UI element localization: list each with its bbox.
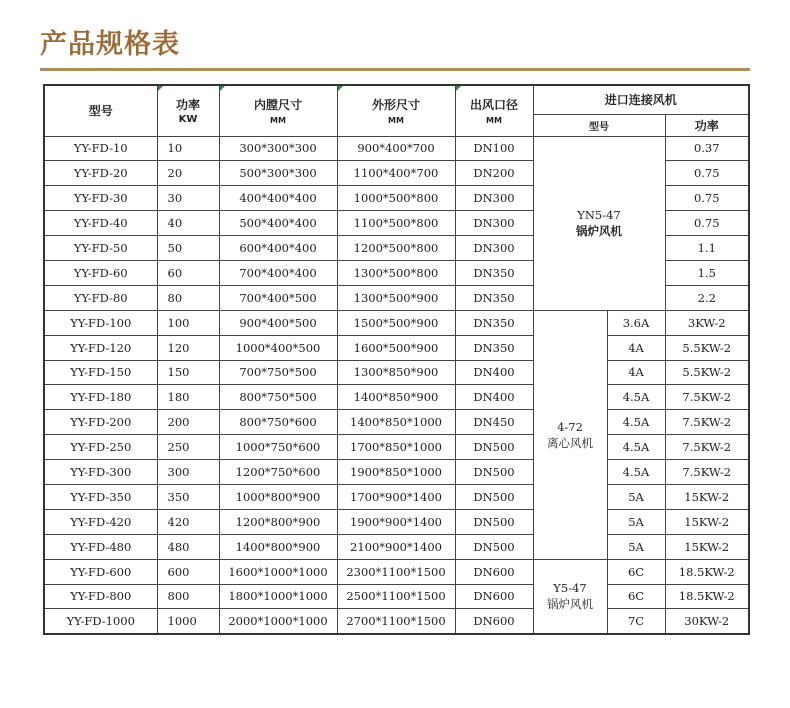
cell-fan-power: 5.5KW-2 — [665, 360, 749, 385]
table-row — [44, 360, 749, 385]
cell-model: YY-FD-120 — [44, 335, 157, 360]
cell-fan-model: 5A — [607, 534, 665, 559]
cell-outlet: DN450 — [455, 410, 533, 435]
cell-model: YY-FD-200 — [44, 410, 157, 435]
cell-fan-power: 15KW-2 — [665, 509, 749, 534]
cell-inner-size: 800*750*500 — [219, 385, 337, 410]
corner-mark — [158, 86, 163, 91]
header-outlet: 出风口径 MM — [455, 85, 533, 136]
cell-fan-power: 1.5 — [665, 260, 749, 285]
cell-fan-power: 5.5KW-2 — [665, 335, 749, 360]
cell-model: YY-FD-20 — [44, 161, 157, 186]
table-row — [44, 136, 749, 161]
cell-outlet: DN500 — [455, 460, 533, 485]
unit-label: KW — [178, 114, 198, 126]
cell-outlet: DN500 — [455, 509, 533, 534]
cell-fan-model: 5A — [607, 484, 665, 509]
cell-power: 1000 — [157, 609, 219, 634]
header-inlet-fan: 进口连接风机 — [533, 85, 749, 114]
corner-mark — [456, 86, 461, 91]
cell-fan-model: 6C — [607, 559, 665, 584]
unit-label: MM — [270, 116, 286, 126]
fan-group-type: 锅炉风机 — [547, 597, 593, 612]
header-power: 功率 KW — [157, 85, 219, 136]
corner-mark — [338, 86, 343, 91]
cell-inner-size: 900*400*500 — [219, 310, 337, 335]
spec-table — [43, 84, 750, 635]
cell-power: 420 — [157, 509, 219, 534]
cell-power: 350 — [157, 484, 219, 509]
cell-fan-power: 30KW-2 — [665, 609, 749, 634]
cell-model: YY-FD-480 — [44, 534, 157, 559]
cell-fan-power: 0.75 — [665, 186, 749, 211]
table-row — [44, 460, 749, 485]
cell-fan-model: 4.5A — [607, 435, 665, 460]
cell-outlet: DN300 — [455, 186, 533, 211]
header-model: 型号 — [44, 85, 157, 136]
cell-outer-size: 2300*1100*1500 — [337, 559, 455, 584]
cell-outlet: DN500 — [455, 435, 533, 460]
table-body — [44, 136, 749, 634]
cell-inner-size: 2000*1000*1000 — [219, 609, 337, 634]
cell-power: 40 — [157, 211, 219, 236]
header-outer-size: 外形尺寸 MM — [337, 85, 455, 136]
title-divider — [40, 68, 750, 71]
cell-model: YY-FD-350 — [44, 484, 157, 509]
table-row — [44, 385, 749, 410]
cell-outer-size: 1500*500*900 — [337, 310, 455, 335]
cell-model: YY-FD-300 — [44, 460, 157, 485]
table-row — [44, 559, 749, 584]
cell-inner-size: 1000*750*600 — [219, 435, 337, 460]
cell-model: YY-FD-10 — [44, 136, 157, 161]
cell-fan-model: 7C — [607, 609, 665, 634]
cell-fan-power: 18.5KW-2 — [665, 559, 749, 584]
cell-outer-size: 1100*500*800 — [337, 211, 455, 236]
cell-fan-power: 7.5KW-2 — [665, 460, 749, 485]
table-row — [44, 310, 749, 335]
cell-outer-size: 1400*850*1000 — [337, 410, 455, 435]
header-fan-power: 功率 — [665, 114, 749, 136]
table-row — [44, 410, 749, 435]
cell-outer-size: 1200*500*800 — [337, 236, 455, 261]
cell-fan-power: 0.37 — [665, 136, 749, 161]
cell-model: YY-FD-180 — [44, 385, 157, 410]
header-inner-size: 内膛尺寸 MM — [219, 85, 337, 136]
cell-model: YY-FD-80 — [44, 285, 157, 310]
cell-outer-size: 2700*1100*1500 — [337, 609, 455, 634]
cell-power: 120 — [157, 335, 219, 360]
cell-outlet: DN600 — [455, 559, 533, 584]
cell-inner-size: 1200*750*600 — [219, 460, 337, 485]
table-row — [44, 584, 749, 609]
cell-power: 50 — [157, 236, 219, 261]
table-row — [44, 335, 749, 360]
cell-model: YY-FD-30 — [44, 186, 157, 211]
cell-model: YY-FD-420 — [44, 509, 157, 534]
cell-fan-model: 4A — [607, 335, 665, 360]
cell-inner-size: 700*400*500 — [219, 285, 337, 310]
cell-fan-model: 4.5A — [607, 385, 665, 410]
cell-inner-size: 500*300*300 — [219, 161, 337, 186]
cell-outlet: DN350 — [455, 260, 533, 285]
fan-group-type: 锅炉风机 — [576, 224, 622, 239]
cell-outer-size: 1900*900*1400 — [337, 509, 455, 534]
cell-outlet: DN350 — [455, 310, 533, 335]
cell-outlet: DN200 — [455, 161, 533, 186]
cell-model: YY-FD-600 — [44, 559, 157, 584]
cell-fan-model: 4.5A — [607, 460, 665, 485]
cell-fan-power: 15KW-2 — [665, 484, 749, 509]
cell-fan-power: 7.5KW-2 — [665, 410, 749, 435]
cell-fan-model: 4A — [607, 360, 665, 385]
cell-outlet: DN600 — [455, 609, 533, 634]
cell-inner-size: 800*750*600 — [219, 410, 337, 435]
cell-outlet: DN500 — [455, 484, 533, 509]
cell-fan-power: 3KW-2 — [665, 310, 749, 335]
cell-inner-size: 300*300*300 — [219, 136, 337, 161]
cell-inner-size: 1600*1000*1000 — [219, 559, 337, 584]
cell-inner-size: 1800*1000*1000 — [219, 584, 337, 609]
cell-power: 250 — [157, 435, 219, 460]
cell-power: 200 — [157, 410, 219, 435]
cell-inner-size: 700*750*500 — [219, 360, 337, 385]
cell-outlet: DN300 — [455, 211, 533, 236]
cell-outlet: DN400 — [455, 360, 533, 385]
cell-model: YY-FD-800 — [44, 584, 157, 609]
cell-fan-power: 7.5KW-2 — [665, 385, 749, 410]
fan-group-model: YN5-47 — [577, 208, 621, 223]
cell-outer-size: 1900*850*1000 — [337, 460, 455, 485]
cell-fan-power: 7.5KW-2 — [665, 435, 749, 460]
cell-power: 300 — [157, 460, 219, 485]
cell-power: 20 — [157, 161, 219, 186]
cell-model: YY-FD-100 — [44, 310, 157, 335]
cell-fan-model: 6C — [607, 584, 665, 609]
cell-power: 600 — [157, 559, 219, 584]
cell-inner-size: 1000*400*500 — [219, 335, 337, 360]
cell-outlet: DN600 — [455, 584, 533, 609]
cell-power: 150 — [157, 360, 219, 385]
cell-power: 800 — [157, 584, 219, 609]
cell-outer-size: 900*400*700 — [337, 136, 455, 161]
cell-outer-size: 1300*850*900 — [337, 360, 455, 385]
cell-power: 180 — [157, 385, 219, 410]
cell-fan-power: 0.75 — [665, 161, 749, 186]
cell-power: 60 — [157, 260, 219, 285]
cell-model: YY-FD-60 — [44, 260, 157, 285]
fan-group-type: 离心风机 — [547, 435, 593, 450]
table-row — [44, 484, 749, 509]
table-row — [44, 609, 749, 634]
cell-fan-power: 1.1 — [665, 236, 749, 261]
fan-group-cell — [533, 559, 607, 634]
fan-group-model: Y5-47 — [553, 581, 587, 596]
cell-inner-size: 1400*800*900 — [219, 534, 337, 559]
cell-fan-power: 2.2 — [665, 285, 749, 310]
cell-model: YY-FD-150 — [44, 360, 157, 385]
cell-outlet: DN300 — [455, 236, 533, 261]
unit-label: MM — [486, 116, 502, 126]
cell-inner-size: 1200*800*900 — [219, 509, 337, 534]
cell-inner-size: 1000*800*900 — [219, 484, 337, 509]
cell-inner-size: 600*400*400 — [219, 236, 337, 261]
cell-fan-power: 0.75 — [665, 211, 749, 236]
cell-inner-size: 500*400*400 — [219, 211, 337, 236]
table-row — [44, 435, 749, 460]
cell-outlet: DN400 — [455, 385, 533, 410]
corner-mark — [220, 86, 225, 91]
cell-outer-size: 2500*1100*1500 — [337, 584, 455, 609]
cell-power: 10 — [157, 136, 219, 161]
cell-outer-size: 1600*500*900 — [337, 335, 455, 360]
fan-group-model: 4-72 — [557, 419, 583, 434]
cell-fan-model: 4.5A — [607, 410, 665, 435]
cell-outer-size: 1700*900*1400 — [337, 484, 455, 509]
cell-outer-size: 2100*900*1400 — [337, 534, 455, 559]
cell-model: YY-FD-250 — [44, 435, 157, 460]
cell-power: 30 — [157, 186, 219, 211]
cell-outlet: DN500 — [455, 534, 533, 559]
cell-fan-power: 15KW-2 — [665, 534, 749, 559]
cell-fan-model: 5A — [607, 509, 665, 534]
cell-inner-size: 400*400*400 — [219, 186, 337, 211]
cell-outlet: DN350 — [455, 335, 533, 360]
cell-outer-size: 1300*500*800 — [337, 260, 455, 285]
table-row — [44, 534, 749, 559]
cell-outlet: DN350 — [455, 285, 533, 310]
cell-model: YY-FD-40 — [44, 211, 157, 236]
cell-outer-size: 1400*850*900 — [337, 385, 455, 410]
cell-fan-model: 3.6A — [607, 310, 665, 335]
cell-power: 480 — [157, 534, 219, 559]
cell-model: YY-FD-50 — [44, 236, 157, 261]
fan-group-cell — [533, 136, 665, 310]
header-fan-model: 型号 — [533, 114, 665, 136]
cell-power: 80 — [157, 285, 219, 310]
cell-outlet: DN100 — [455, 136, 533, 161]
fan-group-cell — [533, 310, 607, 559]
table-row — [44, 509, 749, 534]
cell-fan-power: 18.5KW-2 — [665, 584, 749, 609]
cell-outer-size: 1100*400*700 — [337, 161, 455, 186]
cell-outer-size: 1000*500*800 — [337, 186, 455, 211]
unit-label: MM — [388, 116, 404, 126]
cell-inner-size: 700*400*400 — [219, 260, 337, 285]
page-title: 产品规格表 — [40, 29, 180, 60]
cell-power: 100 — [157, 310, 219, 335]
cell-outer-size: 1300*500*900 — [337, 285, 455, 310]
cell-outer-size: 1700*850*1000 — [337, 435, 455, 460]
cell-model: YY-FD-1000 — [44, 609, 157, 634]
